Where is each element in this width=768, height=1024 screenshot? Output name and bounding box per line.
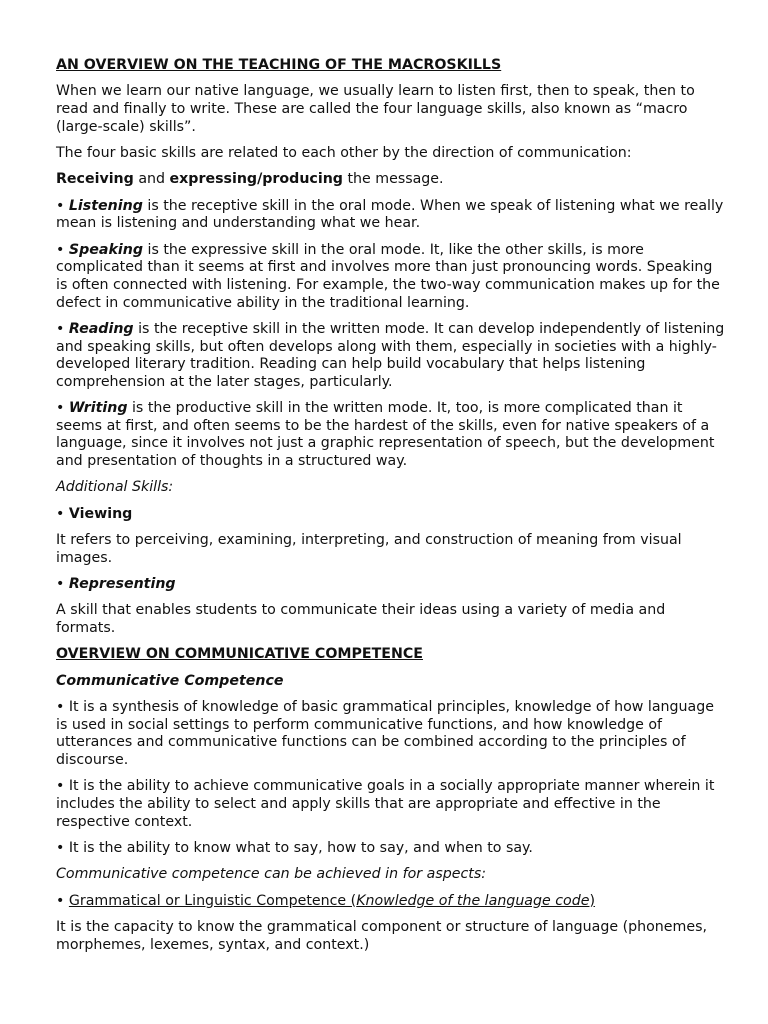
bullet: • — [56, 241, 69, 258]
skill-name: Listening — [68, 197, 143, 214]
relation-paragraph: The four basic skills are related to each other by the direction of communication: — [56, 144, 632, 161]
bullet: • — [56, 400, 69, 417]
cc-point: • It is a synthesis of knowledge of basic grammatical principles, knowledge of how language is used in social settings to perform communicative functions, and how knowledge of utterances and communicative functions can be combined according to the principles of discourse. — [56, 699, 714, 768]
skill-speaking — [56, 242, 726, 312]
expressing-term: expressing/producing — [169, 171, 343, 188]
grammatical-name-italic: Knowledge of the language code — [356, 892, 590, 909]
viewing-name: Viewing — [68, 505, 133, 522]
representing-description: A skill that enables students to communicate their ideas using a variety of media and formats. — [56, 602, 666, 636]
bullet: • — [56, 320, 69, 337]
receiving-term: Receiving — [56, 171, 134, 188]
document-page — [56, 57, 726, 963]
representing-heading — [56, 576, 726, 594]
direction-rest: the message. — [342, 171, 444, 188]
skill-description: is the expressive skill in the oral mode. It, like the other skills, is more complicated than it seems at first and involves more than just pronouncing words. Speaking is often connected with listening. For example, the two-way communication makes up for the defect in communicative ability in the traditional learning. — [56, 241, 720, 311]
bullet: • — [56, 576, 69, 593]
skill-name: Writing — [68, 400, 128, 417]
aspects-label: Communicative competence can be achieved in for aspects: — [56, 866, 486, 883]
direction-paragraph — [56, 171, 726, 189]
viewing-description: It refers to perceiving, examining, interpreting, and construction of meaning from visual images. — [56, 532, 682, 566]
skill-description: is the receptive skill in the oral mode. When we speak of listening what we really mean is listening and understanding what we hear. — [56, 197, 724, 232]
skill-writing — [56, 400, 726, 470]
additional-skills-label: Additional Skills: — [56, 479, 174, 496]
grammatical-name-start: Grammatical or Linguistic Competence ( — [68, 892, 357, 909]
grammatical-name-close: ) — [589, 892, 596, 909]
document-title: AN OVERVIEW ON THE TEACHING OF THE MACROSKILLS — [56, 57, 502, 73]
skill-name: Reading — [68, 320, 134, 337]
skill-name: Speaking — [68, 241, 144, 258]
grammatical-competence-heading — [56, 893, 726, 911]
bullet: • — [56, 892, 69, 909]
skill-description: is the receptive skill in the written mode. It can develop independently of listening and speaking skills, but often develops along with them, especially in societies with a highly-developed literary tradition. Reading can help build vocabulary that helps listening comprehension at the later stages, particularly. — [56, 320, 725, 390]
grammatical-competence-name — [69, 893, 595, 909]
bullet: • — [56, 505, 69, 522]
grammatical-competence-description: It is the capacity to know the grammatical component or structure of language (phonemes, morphemes, lexemes, syntax, and context.) — [56, 919, 707, 953]
skill-reading — [56, 321, 726, 391]
cc-point: • It is the ability to achieve communicative goals in a socially appropriate manner wherein it includes the ability to select and apply skills that are appropriate and effective in the respective context. — [56, 778, 715, 830]
direction-and: and — [133, 171, 170, 188]
skill-description: is the productive skill in the written mode. It, too, is more complicated than it seems at first, and often seems to be the hardest of the skills, even for native speakers of a language, since it involves not just a graphic representation of speech, but the development and presentation of thoughts in a structured way. — [56, 400, 715, 469]
representing-name: Representing — [68, 576, 176, 593]
cc-point: • It is the ability to know what to say, how to say, and when to say. — [56, 839, 533, 856]
section-title: OVERVIEW ON COMMUNICATIVE COMPETENCE — [56, 646, 423, 663]
viewing-heading — [56, 506, 726, 524]
intro-paragraph: When we learn our native language, we usually learn to listen first, then to speak, then to read and finally to write. These are called the four language skills, also known as “macro (large-scale) skills”. — [56, 83, 695, 135]
bullet: • — [56, 197, 69, 214]
skill-listening — [56, 198, 726, 233]
communicative-competence-label: Communicative Competence — [56, 672, 284, 689]
